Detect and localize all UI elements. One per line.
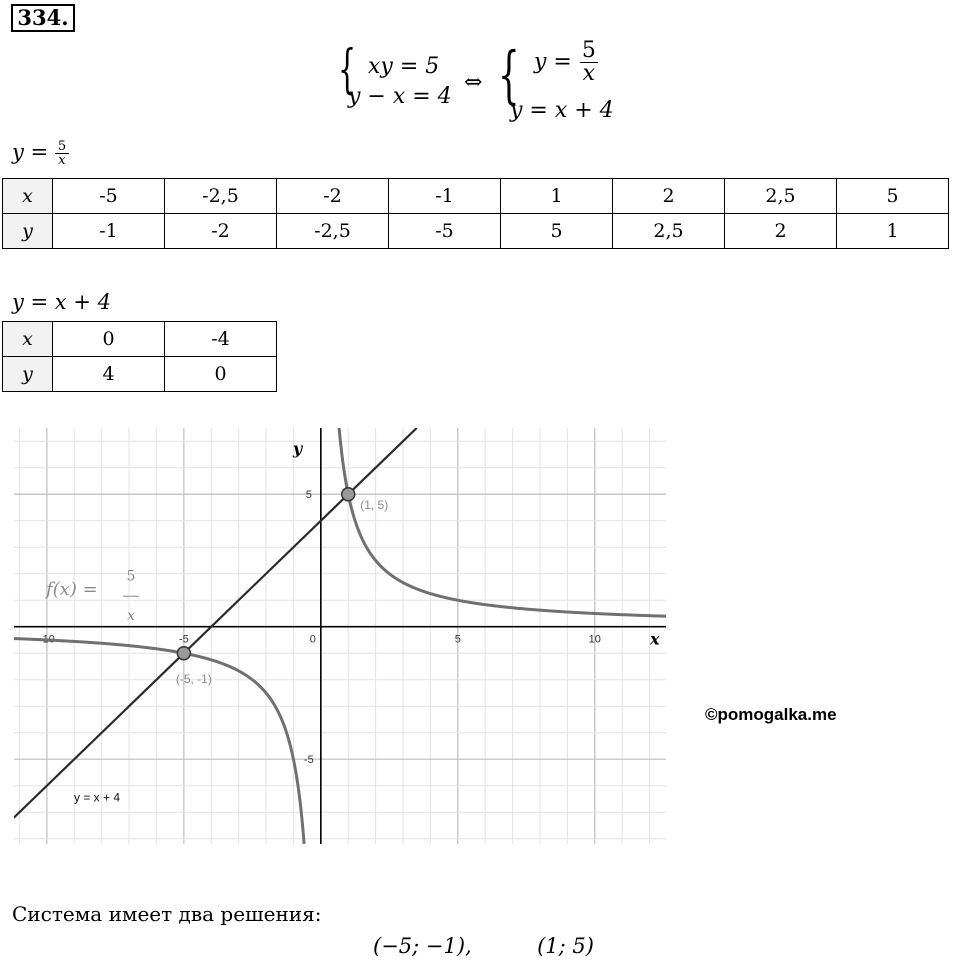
table-y-5-over-x xyxy=(2,178,949,249)
intersection-point xyxy=(177,647,190,660)
table1-label-fraction xyxy=(55,140,69,167)
table1-x-cell: -1 xyxy=(389,179,501,214)
answers xyxy=(373,934,594,958)
table2-x-cell: -4 xyxy=(165,322,277,357)
right-equation-2: y = x + 4 xyxy=(510,98,614,123)
table2-row-y xyxy=(3,357,277,392)
x-tick-label: 0 xyxy=(309,633,316,646)
right-equation-1 xyxy=(534,40,599,85)
table1-x-cell: -2 xyxy=(277,179,389,214)
answer-2: (1; 5) xyxy=(537,934,594,958)
table1-x-header: x xyxy=(3,179,53,214)
table1-label-numerator: 5 xyxy=(57,139,67,154)
curve-label-numerator: 5 xyxy=(126,568,136,585)
conclusion-text: Система имеет два решения: xyxy=(12,902,322,926)
table2-y-cell: 0 xyxy=(165,357,277,392)
table2-label: y = x + 4 xyxy=(12,290,111,314)
line-label: y = x + 4 xyxy=(74,790,121,805)
table1-y-cell: -1 xyxy=(53,214,165,249)
intersection-point-label: (-5, -1) xyxy=(175,672,212,687)
left-equation-2: y − x = 4 xyxy=(348,84,452,109)
y-tick-label: -5 xyxy=(303,754,314,767)
table2-y-cell: 4 xyxy=(53,357,165,392)
table1-row-x xyxy=(3,179,949,214)
x-tick-label: -10 xyxy=(38,633,55,646)
table1-label-denominator: x xyxy=(55,153,68,167)
table2-x-cell: 0 xyxy=(53,322,165,357)
table1-y-cell: -5 xyxy=(389,214,501,249)
table1-y-cell: 1 xyxy=(837,214,949,249)
table1-label xyxy=(12,140,69,167)
intersection-point xyxy=(342,488,355,501)
hyperbola-branch-left xyxy=(14,639,304,844)
table1-x-cell: 2,5 xyxy=(725,179,837,214)
table1-y-cell: 5 xyxy=(501,214,613,249)
intersection-point-label: (1, 5) xyxy=(360,498,389,513)
right-brace: { xyxy=(498,38,520,111)
fraction-denominator: x xyxy=(580,62,598,85)
y-axis-label: y xyxy=(292,439,303,458)
y-tick-label: 5 xyxy=(305,489,312,502)
table2-y-header: y xyxy=(3,357,53,392)
table1-y-cell: -2,5 xyxy=(277,214,389,249)
problem-number: 334. xyxy=(11,4,75,32)
table1-y-cell: 2 xyxy=(725,214,837,249)
x-axis-label: x xyxy=(650,629,660,649)
fraction-numerator: 5 xyxy=(581,38,596,63)
graph xyxy=(14,428,666,844)
table1-y-cell: -2 xyxy=(165,214,277,249)
table1-x-cell: 5 xyxy=(837,179,949,214)
x-tick-label: 5 xyxy=(454,633,461,646)
curve-label-lhs: f(x) = xyxy=(46,578,98,600)
table1-label-lhs: y = xyxy=(12,140,49,164)
equivalence-symbol: ⇔ xyxy=(464,70,483,95)
x-tick-label: 10 xyxy=(588,633,601,646)
table2-row-x xyxy=(3,322,277,357)
table2-x-header: x xyxy=(3,322,53,357)
table1-x-cell: -2,5 xyxy=(165,179,277,214)
table-y-x-plus-4 xyxy=(2,321,277,392)
watermark: ©pomogalka.me xyxy=(705,705,837,724)
right-equation-1-lhs: y = xyxy=(534,49,572,75)
left-brace: { xyxy=(338,40,357,100)
table1-x-cell: 2 xyxy=(613,179,725,214)
table1-y-header: y xyxy=(3,214,53,249)
table1-row-y xyxy=(3,214,949,249)
x-tick-label: -5 xyxy=(178,633,189,646)
table1-x-cell: -5 xyxy=(53,179,165,214)
left-equation-1: xy = 5 xyxy=(368,54,440,79)
table1-y-cell: 2,5 xyxy=(613,214,725,249)
curve-label-denominator: x xyxy=(127,608,135,625)
table1-x-cell: 1 xyxy=(501,179,613,214)
answer-1: (−5; −1), xyxy=(373,934,472,958)
fraction-5-over-x xyxy=(579,40,599,85)
